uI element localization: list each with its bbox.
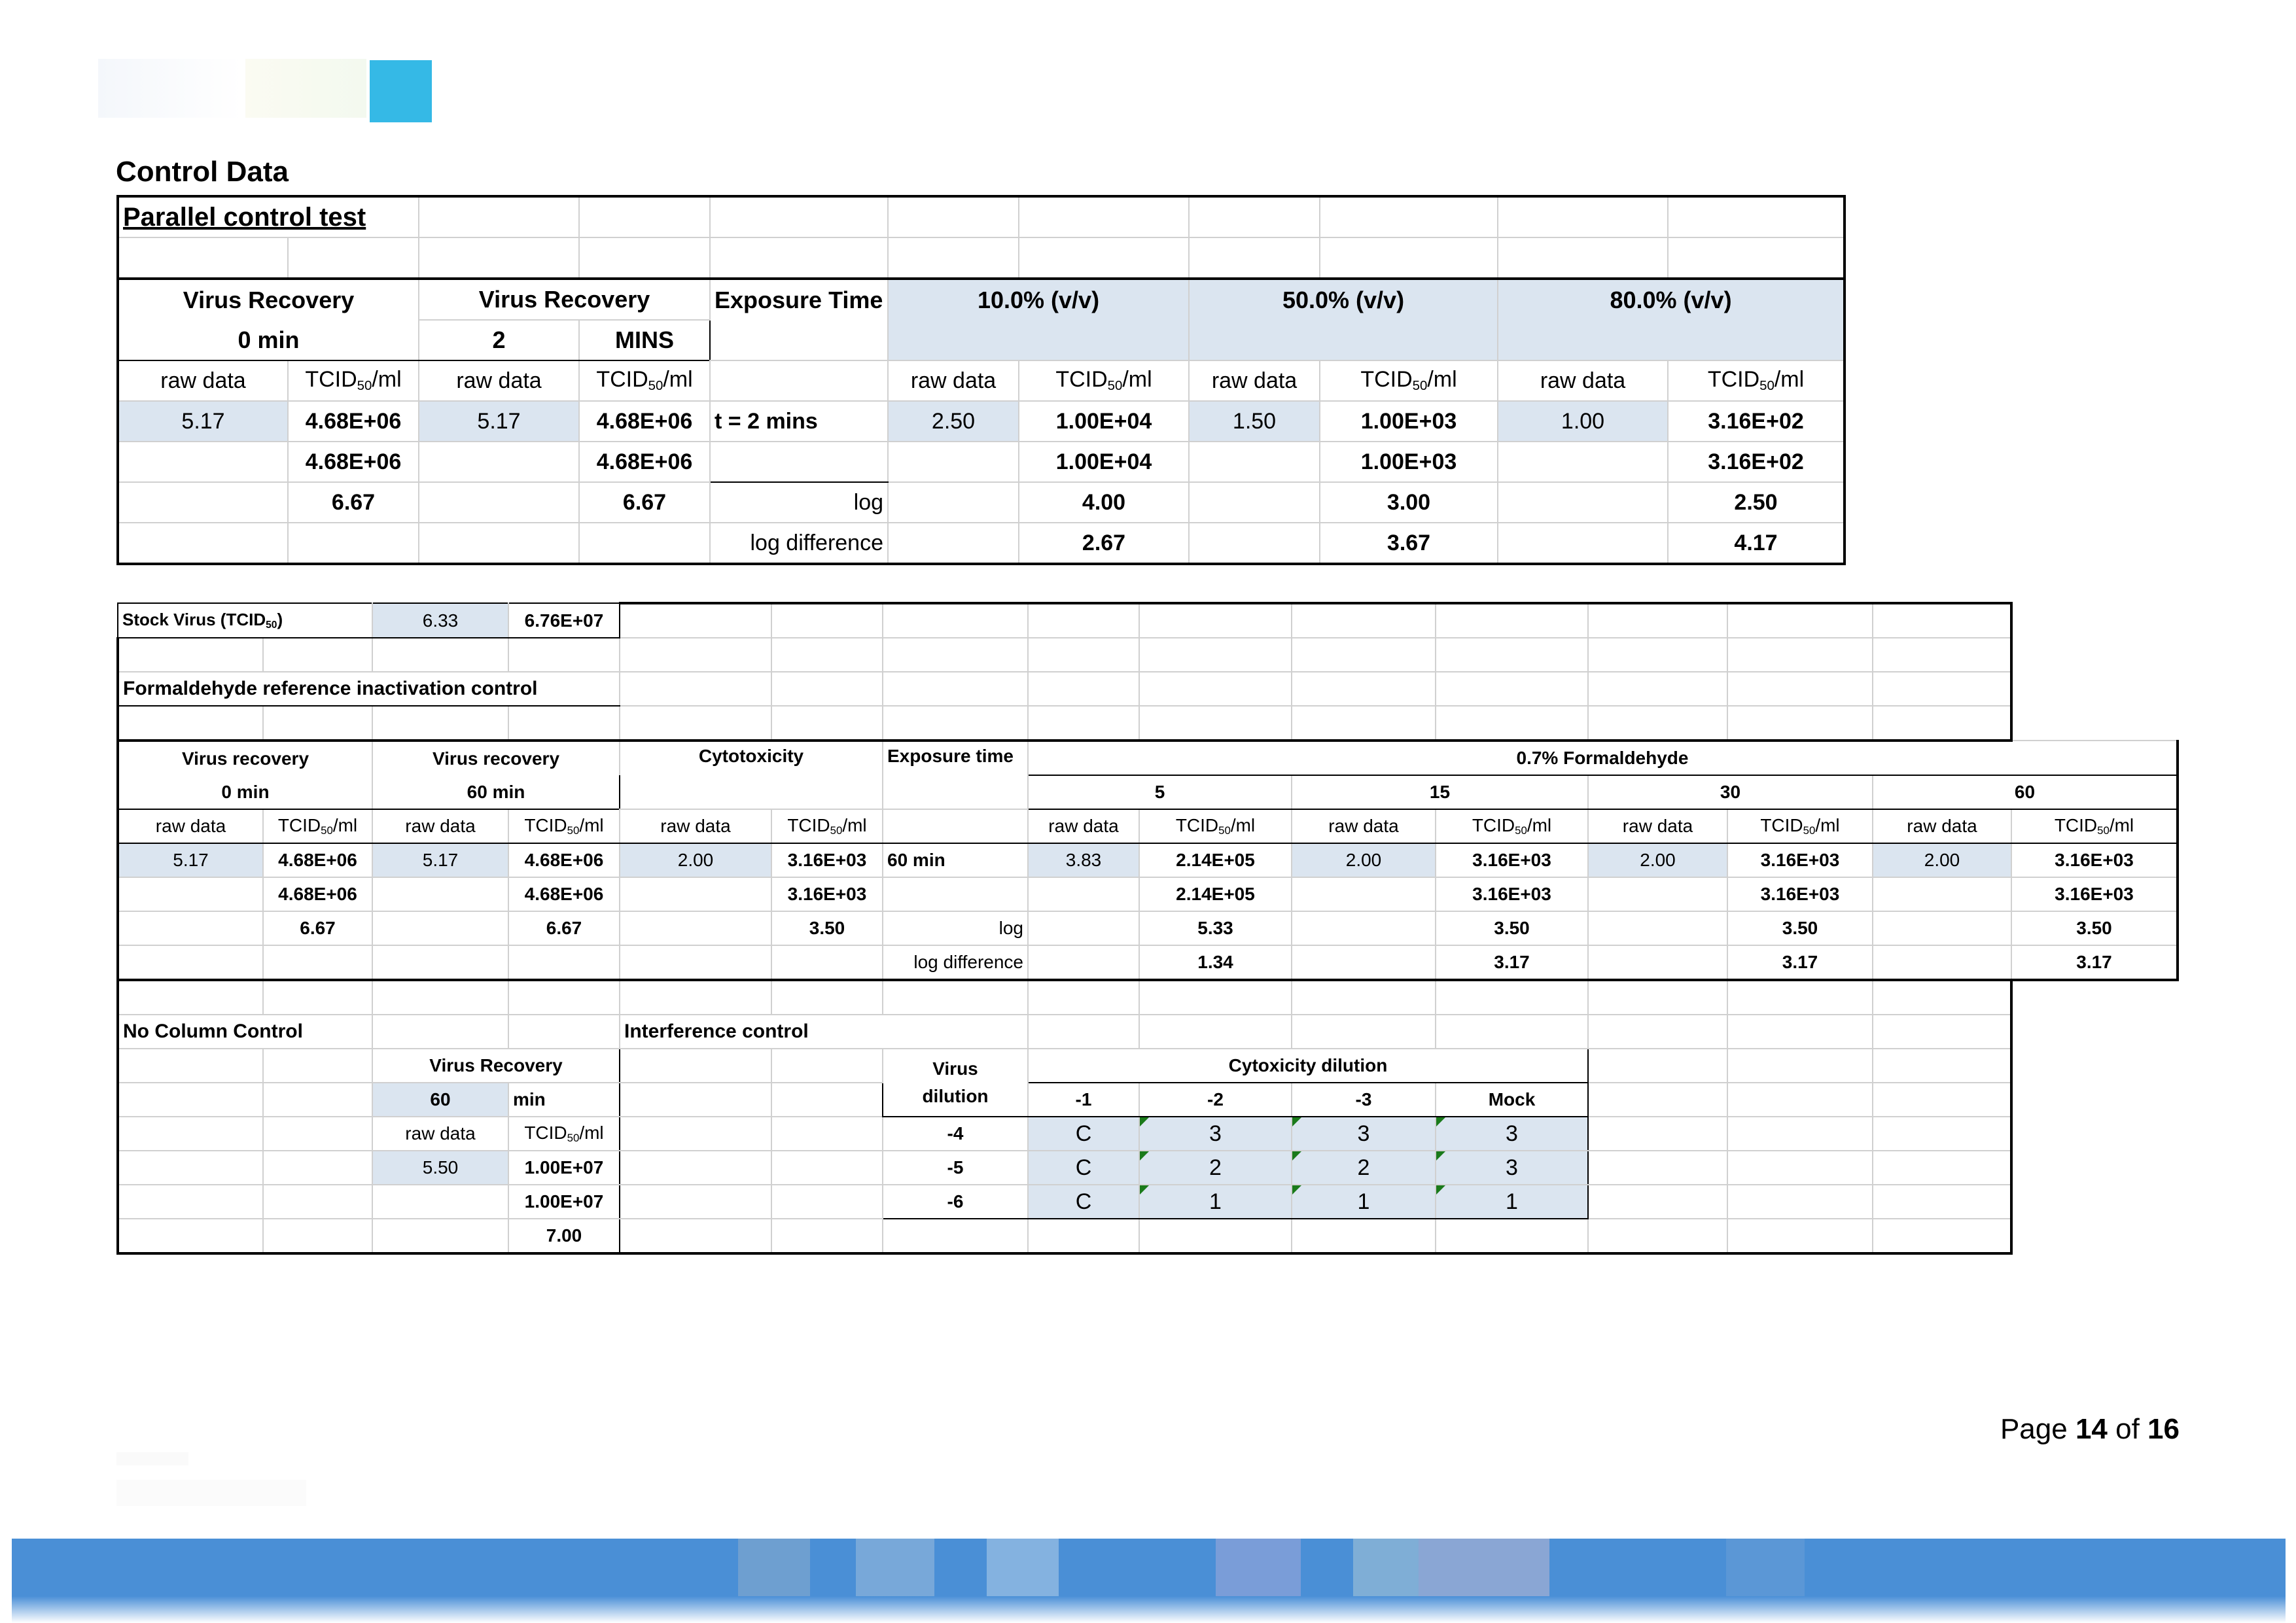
cell: 2.50 — [1668, 482, 1845, 523]
exposure-value: t = 2 mins — [710, 401, 888, 442]
col-header-raw: raw data — [419, 360, 579, 401]
footer-band-base — [12, 1596, 2286, 1623]
cyto-col-header: -2 — [1139, 1083, 1292, 1117]
cell: 6.67 — [263, 911, 372, 945]
cell: 2.14E+05 — [1139, 877, 1292, 911]
cell: 5.17 — [118, 843, 263, 877]
footer-faint-mark — [116, 1452, 188, 1465]
cell: 3.17 — [1436, 945, 1588, 980]
vr0-title: Virus recovery — [118, 741, 372, 775]
ncc-min: min — [508, 1083, 620, 1117]
col-header-raw: raw data — [1189, 360, 1320, 401]
cell: 4.00 — [1019, 482, 1189, 523]
footer-band — [12, 1539, 2286, 1604]
col-header-tcid: $TCID_{50}/ml$ — [2011, 809, 2178, 843]
footer-band-segment — [1353, 1539, 1419, 1604]
cell: 4.17 — [1668, 523, 1845, 564]
ncc-log-value: 7.00 — [508, 1219, 620, 1253]
cell: 4.68E+06 — [263, 877, 372, 911]
interference-cell: 2 — [1139, 1151, 1292, 1185]
formaldehyde-control-table — [116, 602, 2179, 1255]
vr0-sub: 0 min — [118, 775, 372, 809]
vr0-title: Virus Recovery — [118, 279, 419, 320]
cell: 3.16E+02 — [1668, 442, 1845, 482]
cell: 3.17 — [1727, 945, 1873, 980]
table-row — [118, 523, 1845, 564]
cell: 2.00 — [1292, 843, 1436, 877]
dilution-label: -4 — [883, 1117, 1028, 1151]
cell: 4.68E+06 — [263, 843, 372, 877]
col-header-tcid: $TCID_{50}/ml$ — [288, 360, 419, 401]
cytotoxicity-dilution-header: Cytoxicity dilution — [1028, 1049, 1588, 1083]
col-header-raw: raw data — [1028, 809, 1139, 843]
footer-band-segment — [987, 1539, 1059, 1604]
interference-cell: 3 — [1292, 1117, 1436, 1151]
cyto-col-header: -3 — [1292, 1083, 1436, 1117]
cell: 4.68E+06 — [579, 442, 710, 482]
cell: 3.16E+03 — [2011, 877, 2178, 911]
logo-faint-mark — [98, 59, 242, 118]
conc-80-header: 80.0% (v/v) — [1498, 279, 1845, 360]
table-row — [118, 911, 2178, 945]
col-header-raw: raw data — [1873, 809, 2011, 843]
interference-cell: 2 — [1292, 1151, 1436, 1185]
exposure-time-label: Exposure Time — [710, 279, 888, 360]
cell: 3.83 — [1028, 843, 1139, 877]
cell: 3.16E+03 — [1727, 877, 1873, 911]
time-5-header: 5 — [1028, 775, 1292, 809]
exposure-time-label: Exposure time — [883, 741, 1028, 809]
cell: 5.17 — [372, 843, 508, 877]
parallel-control-table — [116, 195, 1846, 565]
cell: 3.16E+03 — [2011, 843, 2178, 877]
section-title: Control Data — [116, 156, 289, 188]
cell: 1.00E+04 — [1019, 401, 1189, 442]
log-difference-label: log difference — [710, 523, 888, 564]
vr2-title: Virus Recovery — [419, 279, 710, 320]
cell: 3.16E+03 — [1436, 877, 1588, 911]
cell: 4.68E+06 — [288, 401, 419, 442]
formaldehyde-title: Formaldehyde reference inactivation control — [118, 672, 620, 706]
cell: 2.00 — [620, 843, 771, 877]
col-header-raw: raw data — [118, 809, 263, 843]
table-row — [118, 401, 1845, 442]
col-header-tcid: $TCID_{50}/ml$ — [579, 360, 710, 401]
virus-dilution-label: Virus dilution — [883, 1049, 1028, 1117]
col-header-tcid: $TCID_{50}/ml$ — [1727, 809, 1873, 843]
col-header-tcid: $TCID_{50}/ml$ — [1139, 809, 1292, 843]
cell: 3.50 — [1436, 911, 1588, 945]
time-60-header: 60 — [1873, 775, 2178, 809]
cell: 2.00 — [1588, 843, 1727, 877]
table-row — [118, 482, 1845, 523]
table-row — [118, 843, 2178, 877]
cell: 4.68E+06 — [288, 442, 419, 482]
interference-cell: C — [1028, 1185, 1139, 1219]
cell: 3.16E+03 — [1436, 843, 1588, 877]
table-row — [118, 877, 2178, 911]
exposure-value: 60 min — [883, 843, 1028, 877]
cytotoxicity-title: Cytotoxicity — [620, 741, 883, 809]
stock-virus-value: 6.76E+07 — [508, 603, 620, 638]
cell: 1.34 — [1139, 945, 1292, 980]
interference-cell: 3 — [1436, 1151, 1588, 1185]
col-header-raw: raw data — [372, 1117, 508, 1151]
cell: 6.67 — [288, 482, 419, 523]
table-row — [118, 1151, 2178, 1185]
col-header-raw: raw data — [888, 360, 1019, 401]
cell: 5.17 — [419, 401, 579, 442]
parallel-title: Parallel control test — [118, 196, 419, 237]
log-label: log — [883, 911, 1028, 945]
cell: 2.67 — [1019, 523, 1189, 564]
col-header-raw: raw data — [620, 809, 771, 843]
vr2-num: 2 — [419, 320, 579, 360]
time-15-header: 15 — [1292, 775, 1588, 809]
footer-band-segment — [856, 1539, 934, 1604]
cell: 1.00 — [1498, 401, 1668, 442]
vr0-sub: 0 min — [118, 320, 419, 360]
conc-10-header: 10.0% (v/v) — [888, 279, 1189, 360]
cell: 1.00E+03 — [1320, 401, 1498, 442]
col-header-tcid: $TCID_{50}/ml$ — [1668, 360, 1845, 401]
cell: 3.17 — [2011, 945, 2178, 980]
company-logo — [98, 59, 432, 124]
cell: 6.67 — [508, 911, 620, 945]
col-header-tcid: $TCID_{50}/ml$ — [1019, 360, 1189, 401]
table-row — [118, 1117, 2178, 1151]
cell: 5.17 — [118, 401, 288, 442]
vr60-sub: 60 min — [372, 775, 620, 809]
ncc-tcid-value: 1.00E+07 — [508, 1185, 620, 1219]
formaldehyde-header: 0.7% Formaldehyde — [1028, 741, 2178, 775]
dilution-label: -6 — [883, 1185, 1028, 1219]
footer-faint-mark — [116, 1480, 306, 1506]
no-column-control-title: No Column Control — [118, 1015, 372, 1049]
cell: 1.50 — [1189, 401, 1320, 442]
vr60-title: Virus recovery — [372, 741, 620, 775]
ncc-raw-value: 5.50 — [372, 1151, 508, 1185]
table-row — [118, 442, 1845, 482]
footer-band-segment — [738, 1539, 810, 1604]
cyto-col-header: -1 — [1028, 1083, 1139, 1117]
interference-cell: 3 — [1139, 1117, 1292, 1151]
cell: 4.68E+06 — [508, 877, 620, 911]
cell: 3.50 — [1727, 911, 1873, 945]
interference-cell: 1 — [1139, 1185, 1292, 1219]
ncc-virus-recovery: Virus Recovery — [372, 1049, 620, 1083]
conc-50-header: 50.0% (v/v) — [1189, 279, 1498, 360]
cell: 5.33 — [1139, 911, 1292, 945]
cell: 3.50 — [771, 911, 883, 945]
col-header-tcid: $TCID_{50}/ml$ — [263, 809, 372, 843]
dilution-label: -5 — [883, 1151, 1028, 1185]
col-header-raw: raw data — [1588, 809, 1727, 843]
cyto-col-header: Mock — [1436, 1083, 1588, 1117]
cell: 4.68E+06 — [579, 401, 710, 442]
table-row — [118, 1185, 2178, 1219]
interference-cell: 1 — [1436, 1185, 1588, 1219]
cell: 4.68E+06 — [508, 843, 620, 877]
ncc-tcid-value: 1.00E+07 — [508, 1151, 620, 1185]
interference-cell: 1 — [1292, 1185, 1436, 1219]
logo-accent-square — [370, 60, 432, 122]
col-header-tcid: $TCID_{50}/ml$ — [508, 809, 620, 843]
cell: 1.00E+03 — [1320, 442, 1498, 482]
cell: 2.00 — [1873, 843, 2011, 877]
cell: 3.16E+03 — [771, 843, 883, 877]
col-header-tcid: $TCID_{50}/ml$ — [1436, 809, 1588, 843]
log-difference-label: log difference — [883, 945, 1028, 980]
cell: 3.67 — [1320, 523, 1498, 564]
stock-virus-log: 6.33 — [372, 603, 508, 638]
cell: 3.16E+02 — [1668, 401, 1845, 442]
col-header-raw: raw data — [372, 809, 508, 843]
col-header-tcid: $TCID_{50}/ml$ — [771, 809, 883, 843]
col-header-tcid: $TCID_{50}/ml$ — [1320, 360, 1498, 401]
vr2-unit: MINS — [579, 320, 710, 360]
footer-band-segment — [1419, 1539, 1549, 1604]
time-30-header: 30 — [1588, 775, 1873, 809]
col-header-raw: raw data — [118, 360, 288, 401]
interference-cell: C — [1028, 1117, 1139, 1151]
page-number: Page 14 of 16 — [2000, 1413, 2180, 1445]
interference-cell: 3 — [1436, 1117, 1588, 1151]
cell: 1.00E+04 — [1019, 442, 1189, 482]
log-label: log — [710, 482, 888, 523]
cell: 3.16E+03 — [1727, 843, 1873, 877]
stock-virus-label: Stock Virus $(TCID_{50})$ — [118, 603, 372, 638]
cell: 3.00 — [1320, 482, 1498, 523]
col-header-raw: raw data — [1498, 360, 1668, 401]
cell: 2.14E+05 — [1139, 843, 1292, 877]
interference-cell: C — [1028, 1151, 1139, 1185]
interference-control-title: Interference control — [620, 1015, 1028, 1049]
ncc-time: 60 — [372, 1083, 508, 1117]
cell: 3.50 — [2011, 911, 2178, 945]
footer-band-segment — [1216, 1539, 1301, 1604]
footer-band-segment — [1726, 1539, 1805, 1604]
col-header-raw: raw data — [1292, 809, 1436, 843]
cell: 3.16E+03 — [771, 877, 883, 911]
table-row — [118, 945, 2178, 980]
cell: 6.67 — [579, 482, 710, 523]
col-header-tcid: $TCID_{50}/ml$ — [508, 1117, 620, 1151]
cell: 2.50 — [888, 401, 1019, 442]
logo-faint-mark-2 — [245, 59, 366, 118]
